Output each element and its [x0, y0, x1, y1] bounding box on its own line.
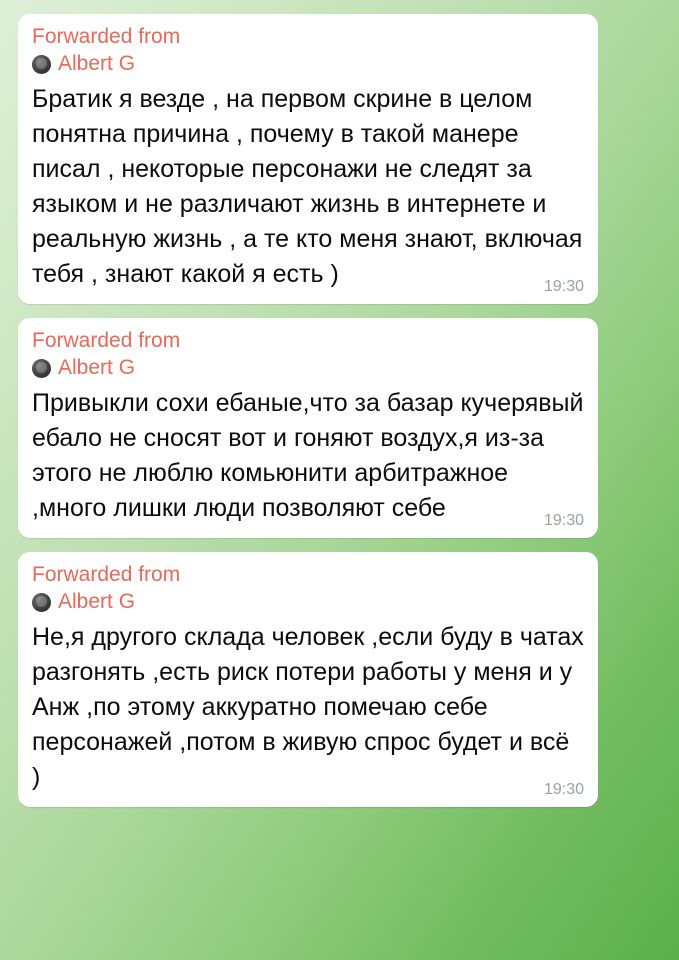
message-bubble[interactable]	[18, 552, 598, 807]
forwarded-author[interactable]	[32, 356, 584, 380]
forwarded-author[interactable]	[32, 52, 584, 76]
forwarded-author[interactable]	[32, 590, 584, 614]
message-bubble[interactable]	[18, 318, 598, 538]
message-timestamp: 19:30	[543, 278, 584, 295]
message-text: Не,я другого склада человек ,если буду в чатах разгонять ,есть риск потери работы у меня и у Анж ,по этому аккуратно помечаю себе персонажей ,потом в живую спрос будет и всё )	[32, 623, 591, 791]
avatar	[32, 55, 51, 74]
message-text: Братик я везде , на первом скрине в целом понятна причина , почему в такой манере писал , некоторые персонажи не следят за языком и не различают жизнь в интернете и реальную жизнь , а те кто меня знают, включая тебя , знают какой я есть )	[32, 85, 590, 288]
forwarded-from-label: Forwarded from	[32, 25, 181, 48]
author-name: Albert G	[58, 52, 136, 75]
author-name: Albert G	[58, 590, 136, 613]
avatar	[32, 593, 51, 612]
message-text: Привыкли сохи ебаные,что за базар кучерявый ебало не сносят вот и гоняют воздух,я из-за этого не люблю комьюнити арбитражное ,много лишки люди позволяют себе	[32, 389, 591, 522]
author-name: Albert G	[58, 356, 136, 379]
forwarded-from-label: Forwarded from	[32, 563, 181, 586]
avatar	[32, 359, 51, 378]
message-timestamp: 19:30	[543, 512, 584, 529]
message-bubble[interactable]	[18, 14, 598, 304]
forwarded-from-label: Forwarded from	[32, 329, 181, 352]
message-timestamp: 19:30	[543, 781, 584, 798]
